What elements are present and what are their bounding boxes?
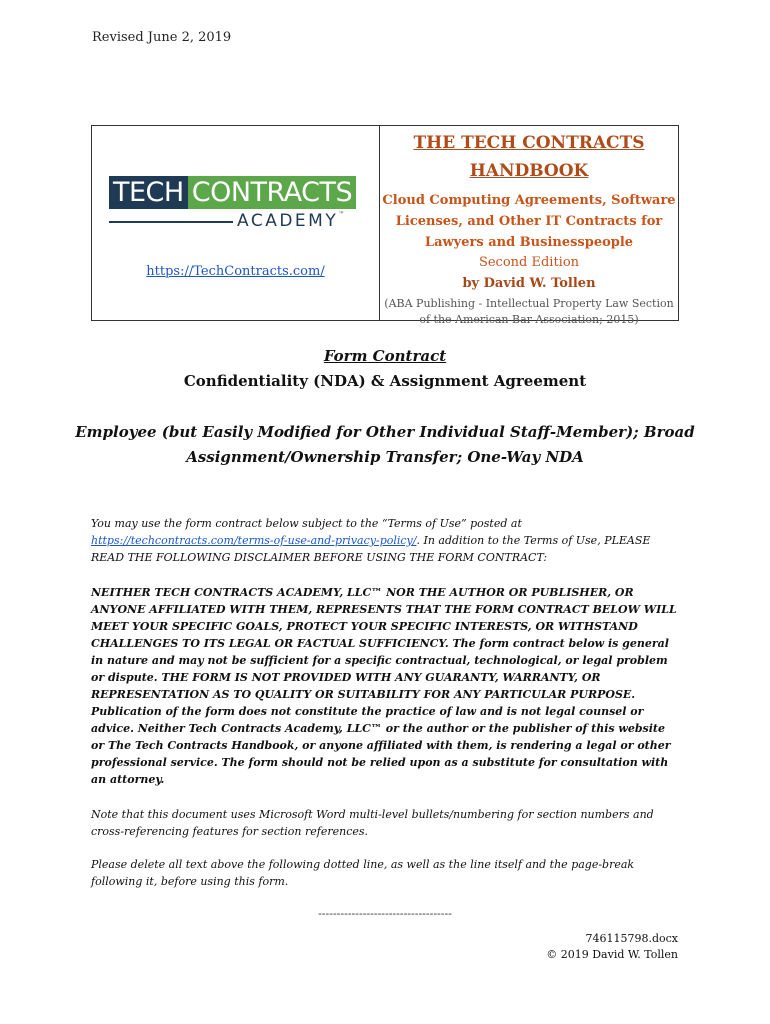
tech-contracts-academy-logo (109, 176, 365, 236)
document-footer (546, 931, 678, 963)
techcontracts-link[interactable]: https://TechContracts.com/ (146, 264, 325, 279)
book-edition: Second Edition (478, 255, 580, 270)
delete-instruction: Please delete all text above the following dotted line, as well as the line itself and the page-break following it, before using this form. (91, 858, 635, 888)
agreement-title: Confidentiality (NDA) & Assignment Agreement (183, 372, 587, 390)
logo-academy-text: ACADEMY™ (237, 211, 345, 231)
numbering-note: Note that this document uses Microsoft Word multi-level bullets/numbering for section numbers and cross-referencing features for section references. (91, 808, 654, 838)
book-author: by David W. Tollen (462, 276, 596, 291)
header-right-cell (380, 126, 678, 326)
disclaimer-paragraph: NEITHER TECH CONTRACTS ACADEMY, LLC™ NOR THE AUTHOR OR PUBLISHER, OR ANYONE AFFILIATED WITH THEM, REPRESENTS THAT THE FORM CONTRACT BELOW WILL MEET YOUR SPECIFIC GOALS, PROTECT YOUR SPECIFIC INTERESTS, OR WITHSTAND CHALLENGES TO ITS LEGAL OR FACTUAL SUFFICIENCY. The form contract below is general in nature and may not be sufficient for a specific contractual, technological, or legal problem or dispute. THE FORM IS NOT PROVIDED WITH ANY GUARANTY, WARRANTY, OR REPRESENTATION AS TO QUALITY OR SUITABILITY FOR ANY PARTICULAR PURPOSE. Publication of the form does not constitute the practice of law and is not legal counsel or advice. Neither Tech Contracts Academy, LLC™ or the author or the publisher of this website or The Tech Contracts Handbook, or anyone affiliated with them, is rendering a legal or other professional service. The form should not be relied upon as a substitute for consultation with an attorney. (91, 586, 677, 786)
logo-contracts-text: CONTRACTS (188, 176, 356, 209)
logo-underline (109, 221, 233, 223)
agreement-description: Employee (but Easily Modified for Other Individual Staff-Member); Broad Assignment/Ownership Transfer; One-Way NDA (75, 423, 695, 466)
copyright-notice: © 2019 David W. Tollen (546, 948, 678, 961)
book-title[interactable]: THE TECH CONTRACTS HANDBOOK (413, 133, 645, 181)
terms-of-use-link[interactable]: https://techcontracts.com/terms-of-use-and-privacy-policy/ (91, 534, 417, 547)
form-contract-label: Form Contract (323, 347, 447, 365)
dotted-separator: ------------------------------------ (318, 907, 452, 920)
book-publisher: (ABA Publishing - Intellectual Property Law Section of the American Bar Association; 2015) (384, 297, 674, 326)
header-table (91, 125, 679, 326)
revised-date: Revised June 2, 2019 (92, 30, 232, 45)
header-left-cell (92, 126, 380, 320)
document-filename: 746115798.docx (585, 932, 678, 945)
logo-tech-text: TECH (109, 176, 188, 209)
book-subtitle: Cloud Computing Agreements, Software Licenses, and Other IT Contracts for Lawyers and Businesspeople (382, 193, 676, 250)
terms-of-use-paragraph: You may use the form contract below subject to the “Terms of Use” posted at https://techcontracts.com/terms-of-use-and-privacy-policy/. In addition to the Terms of Use, PLEASE READ THE FOLLOWING DISCLAIMER BEFORE USING THE FORM CONTRACT: (91, 517, 651, 564)
